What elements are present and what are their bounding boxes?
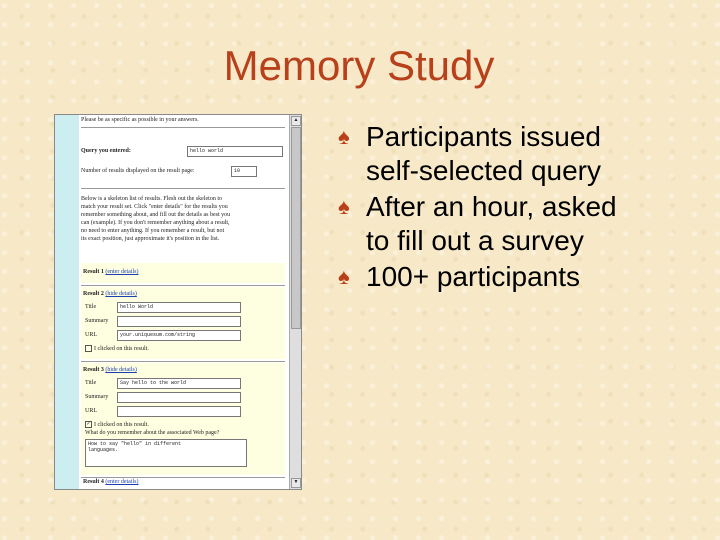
bullet-list <box>338 120 708 296</box>
query-input[interactable]: hello world <box>187 146 283 157</box>
bullet-line: After an hour, asked <box>366 191 617 222</box>
result-3-hide-details-link[interactable]: (hide details) <box>105 367 137 373</box>
result-2-clicked-label: I clicked on this result. <box>94 345 149 352</box>
result-2-title-label: Title <box>85 304 97 310</box>
result-2-summary-input[interactable] <box>117 316 241 327</box>
vertical-scrollbar[interactable] <box>289 115 301 489</box>
result-2-title-input[interactable]: hello World <box>117 302 241 313</box>
survey-screenshot <box>54 114 302 490</box>
bullet-line: to fill out a survey <box>366 225 584 256</box>
result-1-row <box>81 263 285 283</box>
result-3-url-label: URL <box>85 408 97 414</box>
result-3-title-input[interactable]: Say hello to the world <box>117 378 241 389</box>
divider <box>81 477 285 478</box>
remember-answer-line: How to say "hello" in different <box>88 441 182 447</box>
remember-question: What do you remember about the associated Web page? <box>85 430 220 436</box>
divider <box>81 361 285 362</box>
divider <box>81 127 285 128</box>
scroll-down-icon[interactable]: ▼ <box>291 478 301 488</box>
slide-title: Memory Study <box>223 42 495 89</box>
bullet-line: 100+ participants <box>366 261 581 292</box>
result-2-label: Result 2 <box>83 291 104 297</box>
results-count-input[interactable]: 10 <box>231 166 257 177</box>
result-1-enter-details-link[interactable]: (enter details) <box>105 269 139 275</box>
result-4-enter-details-link[interactable]: (enter details) <box>105 479 139 485</box>
bullet-item <box>338 190 708 258</box>
instruction-line: no need to enter anything. If you remember a result, but not <box>81 228 225 234</box>
remember-textarea[interactable] <box>85 439 247 467</box>
results-count-label: Number of results displayed on the result page: <box>81 168 195 174</box>
survey-intro: Please be as specific as possible in your answers. <box>81 117 199 123</box>
spade-icon: ♠ <box>338 264 350 289</box>
survey-left-bar <box>55 115 79 489</box>
instruction-line: match your result set. Click "enter details" for the results you <box>81 204 228 210</box>
result-3-url-input[interactable] <box>117 406 241 417</box>
bullet-item <box>338 120 708 188</box>
result-4-row <box>83 479 139 485</box>
instruction-line: can (example). If you don't remember anything about a result, <box>81 220 230 226</box>
query-label: Query you entered: <box>81 148 131 154</box>
result-1-label: Result 1 <box>83 269 104 275</box>
result-4-label: Result 4 <box>83 479 104 485</box>
instructions <box>81 195 285 243</box>
bullet-line: self-selected query <box>366 155 602 186</box>
instruction-line: remember something about, and fill out the details as best you <box>81 212 231 218</box>
divider <box>81 188 285 189</box>
survey-form <box>79 115 289 489</box>
scroll-thumb[interactable] <box>291 127 301 329</box>
result-3-panel <box>81 363 285 475</box>
spade-icon: ♠ <box>338 194 350 219</box>
result-2-url-label: URL <box>85 332 97 338</box>
instruction-line: Below is a skeleton list of results. Flesh out the skeleton to <box>81 196 222 202</box>
result-3-label: Result 3 <box>83 367 104 373</box>
result-3-summary-input[interactable] <box>117 392 241 403</box>
result-2-hide-details-link[interactable]: (hide details) <box>105 291 137 297</box>
spade-icon: ♠ <box>338 124 350 149</box>
divider <box>81 285 285 286</box>
result-2-panel <box>81 287 285 359</box>
result-2-url-input[interactable]: your.uniquesum.com/string <box>117 330 241 341</box>
result-3-clicked-label: I clicked on this result. <box>94 421 149 428</box>
bullet-item <box>338 260 708 294</box>
result-3-title-label: Title <box>85 380 97 386</box>
result-2-summary-label: Summary <box>85 318 109 324</box>
result-3-clicked-checkbox[interactable]: ✓ <box>86 422 91 427</box>
result-2-clicked-checkbox[interactable] <box>85 345 92 352</box>
bullet-line: Participants issued <box>366 121 602 152</box>
result-3-summary-label: Summary <box>85 394 109 400</box>
instruction-line: its exact position, just approximate it's position in the list. <box>81 236 220 242</box>
remember-answer-line: languages. <box>88 447 119 453</box>
scroll-up-icon[interactable]: ▲ <box>291 116 301 126</box>
